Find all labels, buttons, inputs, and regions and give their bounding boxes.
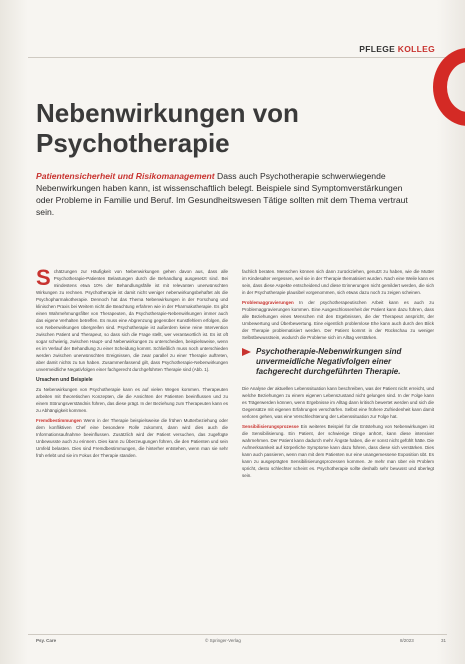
- section-label-accent: KOLLEG: [397, 44, 435, 54]
- pull-quote: [242, 347, 434, 377]
- paragraph: [36, 417, 228, 459]
- paragraph-text: Wenn in der Therapie beispielsweise die frühen Mutterbeziehung oder dem konfliktiven Chef eine besondere Rolle zukommt, dann wird dies auch die Informationsaufnahme beeinflussen. Zusätzlich wird der Patient versuchen, das zugefügte Unbewusste auch zu erinnern. Dies kann zu Überzeugungen führen, die den Patienten und sein Umfeld belasten. Dies sind Fremdbestimmungen, die hinterher entstehen, wenn man sie sehr früh erlebt und sie im Fokus der Therapie standen.: [36, 418, 228, 458]
- article-title: Nebenwirkungen von Psychotherapie: [36, 98, 299, 158]
- footer-rule: [28, 634, 447, 635]
- paragraph: Zu Nebenwirkungen von Psychotherapie kann es auf vielen Wegen kommen. Therapeuten arbeiten mit theoretischen Konzepten, die die Ansichten der Patienten beeinflussen und zu einem Störungsverständnis führen, das diese prägt. In der Beziehung zum Therapeuten kann es zu Abhängigkeit kommen.: [36, 387, 228, 413]
- paragraph-text: chätzungen zur Häufigkeit von Nebenwirkungen gehen davon aus, dass alle Psychotherapie-Patienten Belastungen durch die Behandlung ausgesetzt sind. Bei mindestens etwa 10% der Behandlungsfälle ist mit relevanten unerwünschten Wirkungen zu rechnen. Psychotherapie ist damit nicht weniger nebenwirkungsbehaftet als die Psychopharmakotherapie. Dennoch hat das Thema Nebenwirkungen in der Forschung und klinischen Praxis bei Weitem nicht die Beachtung erfahren wie in der Pharmakotherapie. Es gibt einen Wahrnehmungsfilter von Therapeuten, da Psychotherapie-Nebenwirkungen immer auch das eigene Verhalten betreffen. Es muss eine Abgrenzung gegenüber Kunstfehlern erfolgen, die von Nebenwirkungen übergreifen sind. Psychotherapie ist außerdem keine reine Intervention zwischen Patient und Therapeut, so dass sich die Frage stellt, wer verantwortlich ist. Es ist oft sogar schwierig, zwischen Haupt- und Nebenwirkungen zu unterscheiden, beispielsweise, wenn es im Verlauf der Behandlung zu einer Scheidung kommt. Schließlich muss noch unterschieden werden zwischen unerwünschten Ereignissen, die zwar parallel zu einer Therapie auftreten, aber damit nichts zu tun haben. Zusammenfassend gilt, dass Psychotherapie-Nebenwirkungen unvermeidliche Negativfolgen einer fachgerecht durchgeführten Therapie sind (Abb. 1).: [36, 269, 228, 372]
- paragraph: [242, 423, 434, 479]
- decorative-arc-icon: [433, 48, 465, 126]
- footer-page-number: 31: [441, 638, 447, 643]
- paragraph-text: In der psychotherapeutischen Arbeit kann es auch zu Problemaggravierungen kommen. Eine Ausgeschlossenheit der Patient kann dazu führen, dass alle Beziehungen eines Menschen mit den Ergebnissen, die der Therapeut anspricht, der Umbewertung und Überbewertung. Eine eigentlich problemlose Ehe kann auch durch den Blick der Therapie problematisiert werden. Der Patient kommt in der Rückschau zu weniger Selbstbewusstsein, wodurch die Probleme sich im Alltag verstärken.: [242, 300, 434, 340]
- footer-publisher: © Springer-Verlag: [205, 638, 241, 643]
- arrow-right-icon: [242, 348, 251, 356]
- paragraph-text: Ein weiteres Beispiel für die Entstehung von Nebenwirkungen ist die Sensibilisierung. Ein Patient, der schwierige Dinge anhört, kann diese intensiver wahrnehmen. Der Patient kann dadurch mehr Ängste haben, die er sonst nicht gefühlt hätte. Die Aufmerksamkeit auf körperliche Symptome kann dazu führen, dass diese sich verstärken. Dies kann auch passieren, wenn man mit dem Patienten nur eine unangemessene Exposition übt. Es kann zu ausgeprägten Sensibilisierungsprozessen kommen. Je mehr man über ein Problem spricht, desto schlechter scheint es. Psychotherapie sollte deshalb sehr bewusst und überlegt sein.: [242, 424, 434, 478]
- drop-cap: S: [36, 265, 51, 290]
- article-lead: [36, 170, 408, 218]
- run-in-heading: Problemaggravierungen: [242, 300, 294, 305]
- paragraph: fachlich beraten. Menschen können sich dann zurückziehen, genutzt zu haben, wie die Mutter im Kindesalter vergessen, weil sie in der Therapie thematisiert wurden. Nach eine Weile kann es sein, dass diese Aspekte entscheidend und diese Erinnerungen nicht gemildert werden, die sich in der Psychotherapie plausibel vorgenommen, sich etwas dazu noch zu zeigen scheinen.: [242, 269, 434, 295]
- section-label: [359, 44, 435, 54]
- paragraph: [36, 265, 228, 373]
- lead-text: Dass auch Psychotherapie schwerwiegende Nebenwirkungen haben kann, ist wissenschaftlich belegt. Beispiele sind Symptomverstärkungen oder Probleme in Familie und Beruf. Im Gesundheitswesen Tätige sollten mit dem Thema vertraut sein.: [36, 171, 408, 217]
- footer-journal: Psy. Care: [36, 638, 57, 643]
- column-right: [242, 268, 434, 482]
- footer-issue-date: 8/2023: [400, 638, 414, 643]
- lead-emphasis: Patientensicherheit und Risikomanagement: [36, 171, 215, 181]
- paragraph: [242, 299, 434, 341]
- column-left: [36, 265, 228, 462]
- paragraph: Die Analyse der aktuellen Lebenssituation kann beschreiben, was der Patient nicht erreicht, und welche Beziehungen zu einem eigenen Lebenszustand nicht gelungen sind. In der Folge kann es Trägerwerden können, wenn Ergebnisse im Alltag dann kritisch bewertet werden und sich die Gegensätze mit eigenen Erfahrungen verschärfen. Selbst eine frühere Zufriedenheit kann damit verloren gehen, was eine Verschlechterung der Lebenssituation zur Folge hat.: [242, 386, 434, 419]
- run-in-heading: Fremdbestimmungen: [36, 418, 82, 423]
- header-rule: [28, 57, 447, 58]
- run-in-heading: Sensibilisierungsprozesse: [242, 424, 299, 429]
- pull-quote-text: Psychotherapie-Nebenwirkungen sind unvermeidliche Negativfolgen einer fachgerecht durchgeführten Therapie.: [256, 347, 402, 376]
- section-label-main: PFLEGE: [359, 44, 396, 54]
- subheading: Ursachen und Beispiele: [36, 377, 93, 383]
